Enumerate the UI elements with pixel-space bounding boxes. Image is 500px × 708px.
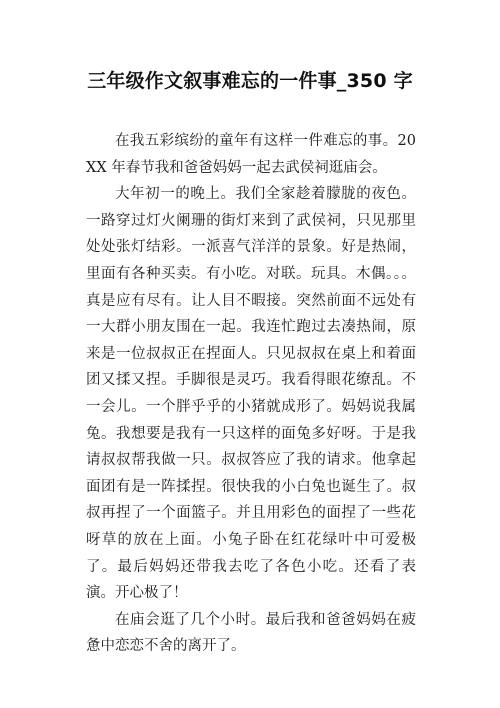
document-body: [86, 128, 416, 660]
document-title: 三年级作文叙事难忘的一件事_350 字: [87, 70, 413, 92]
paragraph-2: 大年初一的晚上。我们全家趁着朦胧的夜色。一路穿过灯火阑珊的街灯来到了武侯祠，只见那里处处张灯结彩。一派喜气洋洋的景象。好是热闹，里面有各种买卖。有小吃。对联。玩具。木偶。。。真是应有尽有。让人目不暇接。突然前面不远处有一大群小朋友围在一起。我连忙跑过去凑热闹，原来是一位叔叔正在捏面人。只见叔叔在桌上和着面团又揉又捏。手脚很是灵巧。我看得眼花缭乱。不一会儿。一个胖乎乎的小猪就成形了。妈妈说我属兔。我想要是我有一只这样的面兔多好呀。于是我请叔叔帮我做一只。叔叔答应了我的请求。他拿起面团有是一阵揉捏。很快我的小白兔也诞生了。叔叔再捏了一个面篮子。并且用彩色的面捏了一些花呀草的放在上面。小兔子卧在红花绿叶中可爱极了。最后妈妈还带我去吃了各色小吃。还看了表演。开心极了！: [86, 186, 416, 602]
paragraph-1: 在我五彩缤纷的童年有这样一件难忘的事。20XX 年春节我和爸爸妈妈一起去武侯祠逛庙会。: [86, 133, 416, 176]
paragraph-3: 在庙会逛了几个小时。最后我和爸爸妈妈在疲惫中恋恋不舍的离开了。: [86, 611, 416, 655]
